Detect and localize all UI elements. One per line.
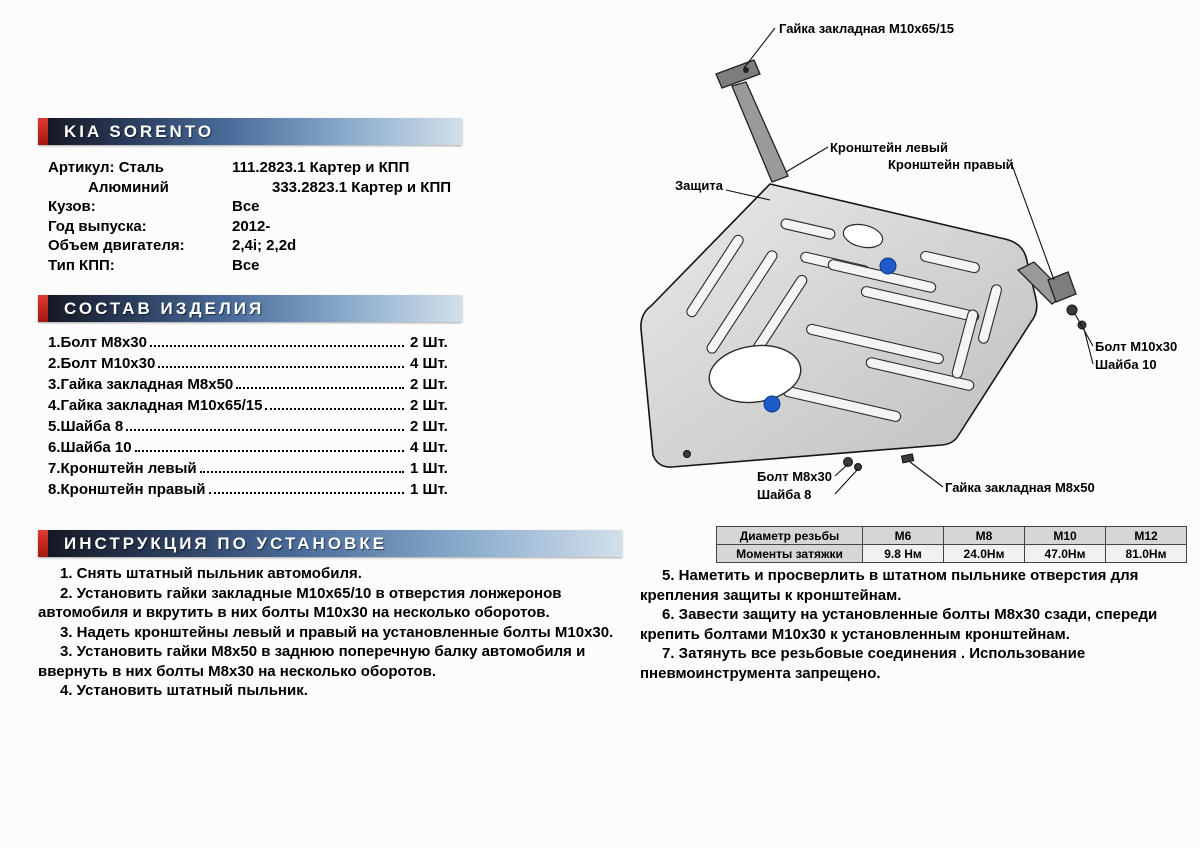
dotted-leader [236,387,404,389]
dotted-leader [158,366,404,368]
spec-label: Алюминий [88,178,169,196]
left-column [38,118,462,502]
torque-table [716,526,1187,563]
spec-value: 2,4i; 2,2d [232,237,297,255]
install-steps-right [640,566,1188,683]
parts-header-bar [38,295,462,322]
torque-header-cell: М6 [863,527,944,545]
parts-title: СОСТАВ ИЗДЕЛИЯ [64,298,265,318]
dotted-leader [209,492,404,494]
install-step: 5. Наметить и просверлить в штатном пыльнике отверстия для крепления защиты к кронштейнам. [640,567,1139,604]
spec-value: Все [232,198,260,216]
part-name: 8.Кронштейн правый [48,481,206,498]
spec-value: 333.2823.1 Картер и КПП [272,178,452,196]
spec-label: Тип КПП: [48,256,115,274]
spec-row-gearbox [48,256,462,276]
bracket-left-arm [732,82,788,182]
corner-bolt-icon [684,451,691,458]
part-row [48,376,462,397]
model-title: KIA SORENTO [64,121,215,141]
embedded-nut-m8-icon [901,454,913,463]
bolt-m8-icon [844,458,853,467]
install-step: 1. Снять штатный пыльник автомобиля. [60,565,362,582]
part-name: 3.Гайка закладная М8х50 [48,376,234,393]
part-qty: 1 Шт. [410,481,448,498]
part-row [48,334,462,355]
dotted-leader [150,345,404,347]
torque-value-cell: 81.0Нм [1106,545,1187,563]
label-washer-8: Шайба 8 [757,487,812,502]
part-name: 1.Болт М8х30 [48,334,147,351]
label-washer-10: Шайба 10 [1095,357,1157,372]
dotted-leader [200,471,404,473]
spec-row-year [48,217,462,237]
torque-header-cell: М10 [1025,527,1106,545]
torque-row-label: Моменты затяжки [717,545,863,563]
bolt-m10-icon [1067,305,1077,315]
part-qty: 2 Шт. [410,334,448,351]
install-steps-left [38,564,620,701]
torque-value-cell: 24.0Нм [944,545,1025,563]
service-plug [880,258,896,274]
spec-value: 2012- [232,217,271,235]
label-embedded-nut-m10: Гайка закладная М10х65/15 [779,21,955,36]
part-qty: 2 Шт. [410,418,448,435]
specs-table [38,158,462,275]
spec-label: Артикул: Сталь [48,159,164,177]
install-header-bar [38,530,622,557]
spec-label: Год выпуска: [48,217,147,235]
install-step: 6. Завести защиту на установленные болты М8х30 сзади, спереди крепить болтами М10х30 к установленным кронштейнам. [640,606,1158,643]
install-title: ИНСТРУКЦИЯ ПО УСТАНОВКЕ [64,533,388,553]
install-step: 2. Установить гайки закладные М10х65/10 в отверстия лонжеронов автомобиля и вкрутить в них болты М10х30 на несколько оборотов. [38,584,562,621]
header-red-accent [38,295,48,322]
part-name: 2.Болт М10х30 [48,355,156,372]
dotted-leader [135,450,404,452]
part-name: 5.Шайба 8 [48,418,124,435]
install-step: 4. Установить штатный пыльник. [60,682,308,699]
label-bolt-m8: Болт М8х30 [757,469,832,484]
spec-value: Все [232,256,260,274]
torque-header-cell: М12 [1106,527,1187,545]
part-qty: 4 Шт. [410,439,448,456]
skid-plate-diagram [620,14,1195,519]
label-bolt-m10: Болт М10х30 [1095,339,1178,354]
label-bracket-right: Кронштейн правый [888,157,1014,172]
spec-value: 111.2823.1 Картер и КПП [232,159,410,177]
label-shield: Защита [675,178,723,193]
install-step: 7. Затянуть все резьбовые соединения . Использование пневмоинструмента запрещено. [640,645,1086,682]
spec-row-article-steel [48,158,462,178]
part-row [48,355,462,376]
torque-value-cell: 47.0Нм [1025,545,1106,563]
dotted-leader [265,408,404,410]
part-qty: 2 Шт. [410,376,448,393]
part-row [48,481,462,502]
spec-label: Кузов: [48,198,96,216]
spec-row-engine [48,236,462,256]
part-qty: 4 Шт. [410,355,448,372]
parts-list [38,334,462,502]
install-step: 3. Надеть кронштейны левый и правый на установленные болты М10х30. [60,623,614,641]
spec-row-body [48,197,462,217]
torque-header-cell: Диаметр резьбы [717,527,863,545]
torque-header-cell: М8 [944,527,1025,545]
part-row [48,418,462,439]
part-row [48,439,462,460]
torque-value-cell: 9.8 Нм [863,545,944,563]
part-name: 6.Шайба 10 [48,439,132,456]
part-row [48,397,462,418]
spec-row-article-aluminium [48,178,462,198]
part-qty: 2 Шт. [410,397,448,414]
part-name: 4.Гайка закладная М10х65/15 [48,397,263,414]
part-name: 7.Кронштейн левый [48,460,197,477]
plate-outline [641,184,1037,467]
service-plug [764,396,780,412]
label-bracket-left: Кронштейн левый [830,140,948,155]
dotted-leader [126,429,404,431]
label-embedded-nut-m8: Гайка закладная М8х50 [945,480,1095,495]
header-red-accent [38,530,48,557]
skid-plate-drawing [620,14,1195,519]
spec-label: Объем двигателя: [48,237,185,255]
install-step: 3. Установить гайки М8х50 в заднюю поперечную балку автомобиля и ввернуть в них болты М8х30 на несколько оборотов. [38,643,586,680]
model-header-bar [38,118,462,145]
part-qty: 1 Шт. [410,460,448,477]
header-red-accent [38,118,48,145]
part-row [48,460,462,481]
